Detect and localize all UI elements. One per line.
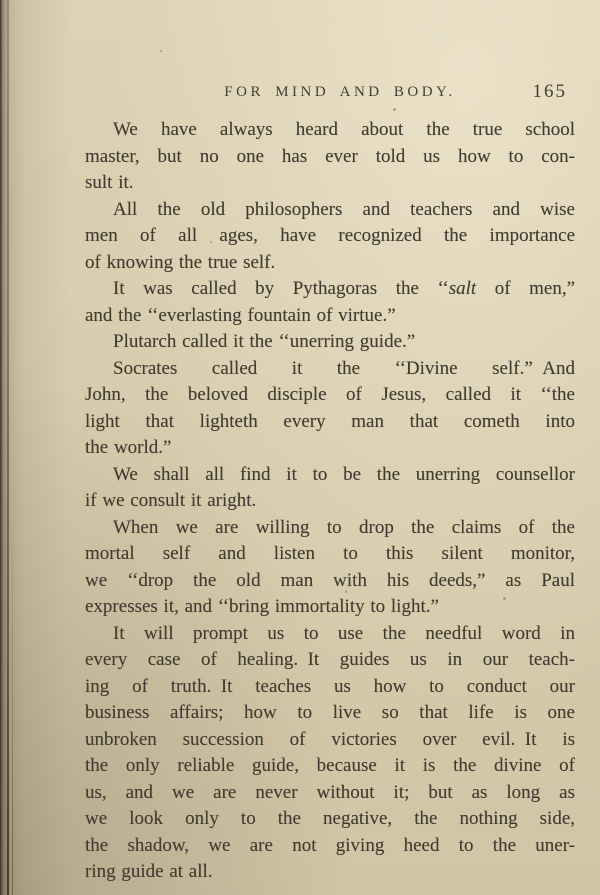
text-line: John, the beloved disciple of Jesus, called it ‘‘the	[85, 384, 575, 405]
text-line: every case of healing. It guides us in our teach-	[85, 649, 575, 670]
paragraph	[85, 462, 575, 515]
text-line: Socrates called it the ‘‘Divine self.” And	[113, 357, 575, 379]
text-line: When we are willing to drop the claims of the	[113, 516, 575, 538]
running-title: FOR MIND AND BODY.	[224, 84, 456, 100]
text-line: the only reliable guide, because it is the divine of	[85, 755, 575, 776]
paragraph	[85, 515, 575, 621]
scan-speck	[393, 108, 396, 111]
paragraph	[85, 329, 575, 356]
text-line: All the old philosophers and teachers and wise	[113, 198, 575, 220]
text-line: We shall all find it to be the unerring counsellor	[113, 463, 575, 485]
text-line: if we consult it aright.	[85, 490, 257, 511]
scan-speck	[503, 597, 506, 600]
paragraph	[85, 197, 575, 277]
scan-speck	[345, 590, 347, 593]
text-line: We have always heard about the true school	[113, 119, 575, 140]
text-line: expresses it, and ‘‘bring immortality to light.”	[85, 596, 439, 617]
book-spine-edge-inner	[12, 492, 13, 895]
text-line: the shadow, we are not giving heed to the uner-	[85, 834, 575, 856]
text-block	[85, 117, 575, 886]
text-line: and the ‘‘everlasting fountain of virtue.”	[85, 304, 396, 326]
text-line: we look only to the negative, the nothing side,	[85, 808, 575, 829]
paragraph	[85, 621, 575, 886]
text-line: ring guide at all.	[85, 861, 213, 882]
page-header	[85, 81, 575, 108]
text-line: men of all ages, have recognized the importance	[85, 225, 575, 246]
paragraph	[85, 356, 575, 462]
scan-speck	[210, 241, 212, 243]
scan-speck	[160, 50, 162, 52]
text-line: It will prompt us to use the needful word in	[113, 622, 575, 644]
text-line: the world.”	[85, 437, 172, 458]
paragraph	[85, 276, 575, 329]
paragraph	[85, 117, 575, 197]
page-number: 165	[532, 81, 567, 102]
text-line: ing of truth. It teaches us how to conduct our	[85, 675, 575, 697]
text-line: us, and we are never without it; but as long as	[85, 781, 575, 803]
text-line: of knowing the true self.	[85, 251, 276, 273]
text-line: we ‘‘drop the old man with his deeds,” as Paul	[85, 569, 575, 591]
text-line: business affairs; how to live so that life is one	[85, 702, 575, 723]
text-line: mortal self and listen to this silent monitor,	[85, 543, 575, 564]
text-line: sult it.	[85, 172, 134, 193]
text-line: master, but no one has ever told us how to con-	[85, 145, 575, 167]
book-spine-edge	[7, 0, 9, 895]
text-line: It was called by Pythagoras the ‘‘salt of men,”	[113, 278, 575, 299]
text-line: unbroken succession of victories over evil. It is	[85, 728, 575, 750]
text-line: Plutarch called it the ‘‘unerring guide.”	[113, 331, 416, 352]
text-line: light that lighteth every man that cometh into	[85, 410, 575, 432]
